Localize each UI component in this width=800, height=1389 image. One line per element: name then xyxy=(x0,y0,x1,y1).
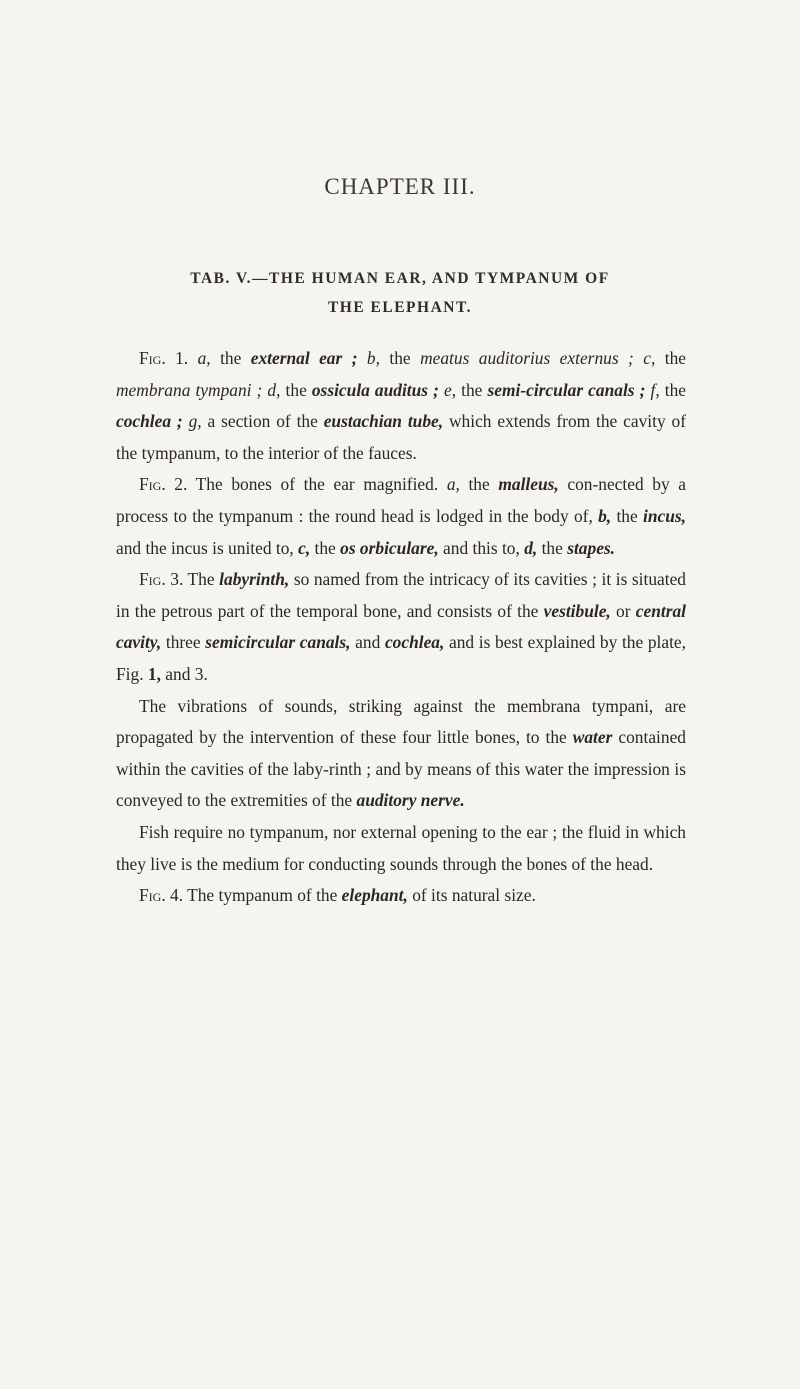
fig-3-paragraph xyxy=(116,564,686,690)
text: and 3. xyxy=(160,663,208,684)
text: the xyxy=(611,505,643,526)
letter-f: f, xyxy=(645,379,660,400)
term-membrana: membrana tympani ; xyxy=(116,379,263,400)
letter-b: b, xyxy=(598,505,612,526)
fig-label: Fig. 1. xyxy=(139,348,189,368)
fig-1-paragraph xyxy=(116,343,686,469)
plate-title xyxy=(110,264,690,322)
term-malleus: malleus, xyxy=(498,474,559,495)
text: three xyxy=(161,632,206,653)
text: the xyxy=(379,348,421,368)
text: con-nected by a process to the tympanum : the round head is lodged in the body of, xyxy=(116,474,686,526)
term-cochlea: cochlea, xyxy=(384,632,445,653)
text: or xyxy=(610,600,636,621)
text: and is best explained by the plate, Fig. xyxy=(116,632,686,684)
term-incus: incus, xyxy=(642,505,686,526)
text: of its natural size. xyxy=(407,885,536,906)
plate-title-line-1: TAB. V.—THE HUMAN EAR, AND TYMPANUM OF xyxy=(190,270,610,287)
fish-paragraph: Fish require no tympanum, nor external opening to the ear ; the fluid in which they live is the medium for conducting sounds through the bones of the head. xyxy=(116,821,686,874)
text: The vibrations of sounds, striking against the membrana tympani, are propagated by the intervention of these four little bones, to the xyxy=(116,695,686,748)
letter-e: e, xyxy=(438,379,457,400)
term-stapes: stapes. xyxy=(567,537,616,558)
fig-label: Fig. 4. xyxy=(139,885,184,906)
text: and xyxy=(350,632,385,653)
text: and this to, xyxy=(438,537,525,558)
text: so named from the intricacy of its cavities ; it is situated in the petrous part of the temporal bone, and consists of the xyxy=(116,569,687,621)
term-eustachian: eustachian tube, xyxy=(323,411,444,432)
fig-2-paragraph xyxy=(116,469,686,564)
term-central-cavity: central cavity, xyxy=(116,600,687,653)
text: The tympanum of the xyxy=(183,885,342,906)
text: the xyxy=(459,474,499,495)
vibrations-paragraph xyxy=(116,691,686,817)
plate-title-line-2: THE ELEPHANT. xyxy=(327,299,473,316)
text: The xyxy=(183,569,220,590)
term-meatus: meatus auditorius externus ; xyxy=(420,348,634,368)
text: a section of the xyxy=(201,411,324,432)
term-semicircular: semi-circular canals ; xyxy=(487,379,646,400)
term-external-ear: external ear ; xyxy=(250,348,358,368)
letter-b: b, xyxy=(357,348,380,368)
term-labyrinth: labyrinth, xyxy=(219,569,290,590)
letter-c: c, xyxy=(633,348,656,368)
term-semicircular-canals: semicircular canals, xyxy=(205,632,351,653)
text: the xyxy=(659,379,686,400)
text: the xyxy=(456,379,488,400)
text: The bones of the ear magnified. xyxy=(187,474,447,495)
fig-number: 1, xyxy=(147,663,161,684)
fig-label: Fig. 3. xyxy=(139,569,184,590)
letter-d: d, xyxy=(262,379,281,400)
body-text xyxy=(116,343,686,912)
term-water: water xyxy=(572,727,613,748)
term-vestibule: vestibule, xyxy=(543,600,611,621)
text: which extends from the cavity of the tympanum, to the interior of the fauces. xyxy=(116,411,686,463)
fig-label: Fig. 2. xyxy=(139,474,188,495)
term-elephant: elephant, xyxy=(341,885,408,906)
letter-a: a, xyxy=(197,348,211,368)
letter-g: g, xyxy=(182,411,202,432)
fig-4-paragraph xyxy=(116,880,686,912)
letter-d: d, xyxy=(524,537,538,558)
text: contained within the cavities of the laby-rinth ; and by means of this water the impression is conveyed to the extremities of the xyxy=(116,727,686,811)
chapter-heading: CHAPTER III. xyxy=(324,174,476,199)
letter-c: c, xyxy=(298,537,311,558)
text: the xyxy=(210,348,251,368)
text: the xyxy=(537,537,568,558)
term-ossicula: ossicula auditus ; xyxy=(311,379,439,400)
term-cochlea: cochlea ; xyxy=(116,411,183,432)
term-os-orbiculare: os orbiculare, xyxy=(340,537,439,558)
text: the xyxy=(655,348,686,368)
text: the xyxy=(280,379,312,400)
text: the xyxy=(310,537,341,558)
term-auditory-nerve: auditory nerve. xyxy=(356,790,465,811)
text: and the incus is united to, xyxy=(116,537,299,558)
letter-a: a, xyxy=(446,474,460,495)
